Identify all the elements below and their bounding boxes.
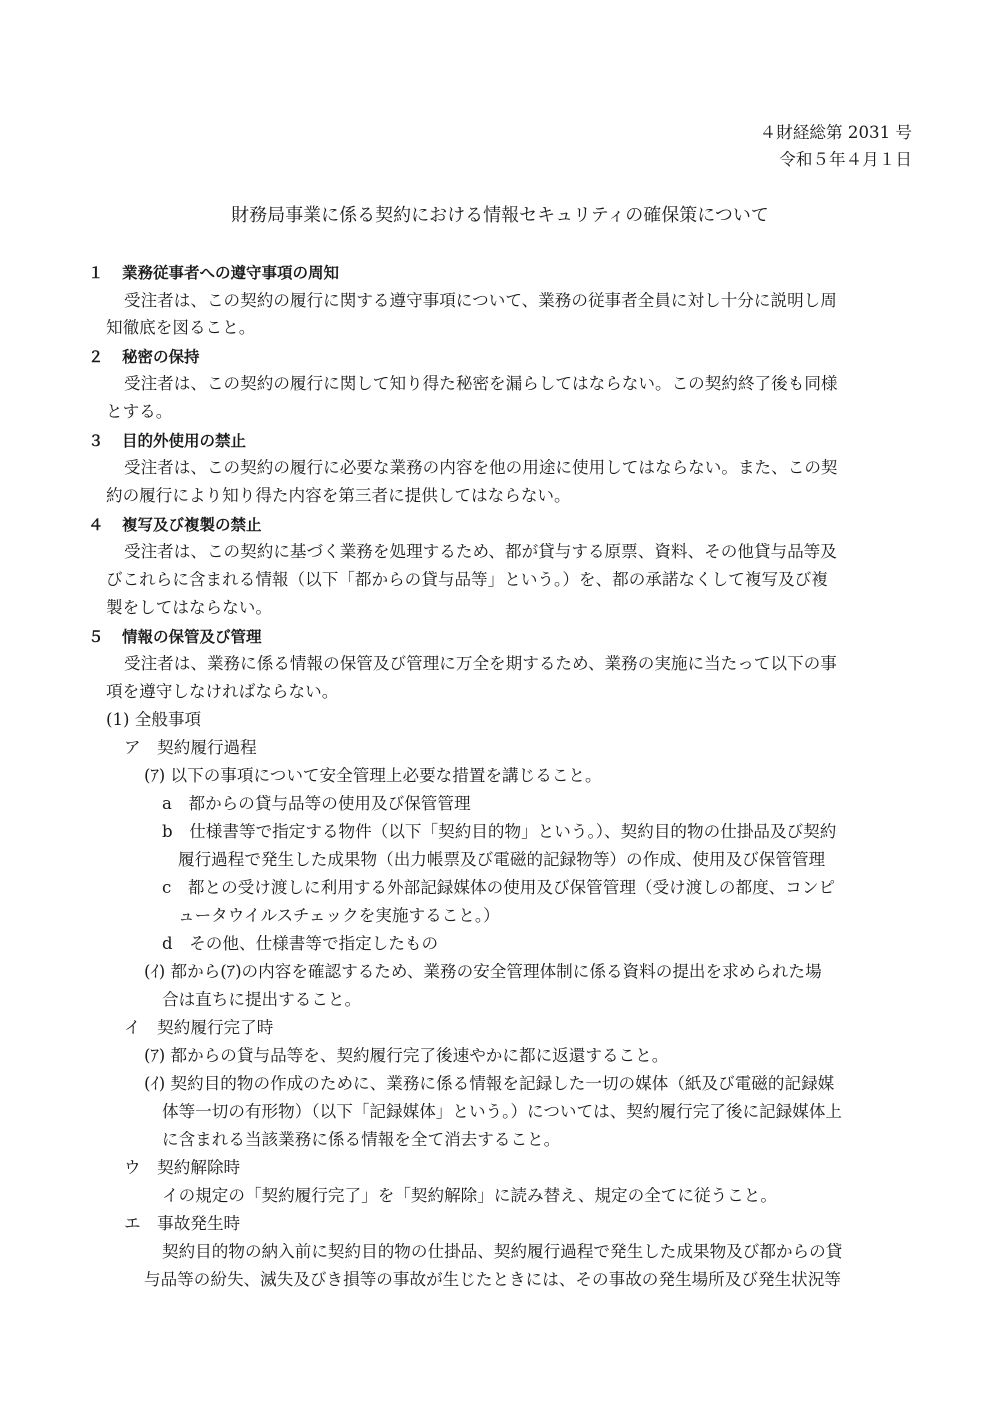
list-item-continuation: 履行過程で発生した成果物（出力帳票及び電磁的記録物等）の作成、使用及び保管管理 [178, 850, 826, 869]
document-number: ４財経総第 2031 号 [759, 123, 912, 142]
list-item: c 都との受け渡しに利用する外部記録媒体の使用及び保管管理（受け渡しの都度、コンピ [162, 878, 836, 897]
document-title: 財務局事業に係る契約における情報セキュリティの確保策について [231, 205, 769, 226]
item-heading: エ 事故発生時 [124, 1214, 241, 1233]
item-heading: イ 契約履行完了時 [124, 1018, 274, 1037]
paragraph-line: とする。 [106, 402, 173, 421]
paragraph-line: 受注者は、この契約に基づく業務を処理するため、都が貸与する原票、資料、その他貸与品等及 [124, 542, 837, 561]
paragraph-line: 知徹底を図ること。 [106, 318, 256, 337]
list-item: (ｱ) 都からの貸与品等を、契約履行完了後速やかに都に返還すること。 [144, 1046, 669, 1065]
paragraph-line: 契約目的物の納入前に契約目的物の仕掛品、契約履行過程で発生した成果物及び都からの貸 [162, 1242, 843, 1261]
paragraph-line: 受注者は、この契約の履行に関する遵守事項について、業務の従事者全員に対し十分に説明し周 [124, 291, 837, 310]
section-number: １ [88, 264, 104, 282]
paragraph-line: イの規定の「契約履行完了」を「契約解除」に読み替え、規定の全てに従うこと。 [162, 1186, 777, 1205]
section-title: 業務従事者への遵守事項の周知 [122, 264, 340, 282]
list-item: d その他、仕様書等で指定したもの [162, 934, 439, 953]
list-item: (ｲ) 契約目的物の作成のために、業務に係る情報を記録した一切の媒体（紙及び電磁的記録媒 [144, 1074, 835, 1093]
list-item-continuation: ュータウイルスチェックを実施すること。） [178, 906, 500, 925]
section-number: ３ [88, 432, 104, 450]
list-item-continuation: に含まれる当該業務に係る情報を全て消去すること。 [162, 1130, 561, 1149]
paragraph-line: 項を遵守しなければならない。 [106, 682, 339, 701]
list-item: (ｱ) 以下の事項について安全管理上必要な措置を講じること。 [144, 766, 602, 785]
section-title: 情報の保管及び管理 [122, 628, 262, 646]
paragraph-line: 受注者は、この契約の履行に関して知り得た秘密を漏らしてはならない。この契約終了後も同様 [124, 374, 838, 393]
section-title: 複写及び複製の禁止 [122, 516, 262, 534]
subsection-heading: (1) 全般事項 [106, 710, 202, 729]
paragraph-line: 製をしてはならない。 [106, 598, 272, 617]
document-date: 令和５年４月１日 [779, 150, 912, 169]
paragraph-line: 与品等の紛失、滅失及びき損等の事故が生じたときには、その事故の発生場所及び発生状況等 [144, 1270, 841, 1289]
section-number: ２ [88, 348, 104, 366]
list-item-continuation: 体等一切の有形物）（以下「記録媒体」という。）については、契約履行完了後に記録媒体上 [162, 1102, 843, 1121]
paragraph-line: びこれらに含まれる情報（以下「都からの貸与品等」という。）を、都の承諾なくして複写及び複 [106, 570, 828, 589]
paragraph-line: 約の履行により知り得た内容を第三者に提供してはならない。 [106, 486, 571, 505]
item-heading: ウ 契約解除時 [124, 1158, 241, 1177]
list-item: b 仕様書等で指定する物件（以下「契約目的物」という。）、契約目的物の仕掛品及び契約 [162, 822, 837, 841]
section-title: 秘密の保持 [122, 348, 200, 366]
list-item: (ｲ) 都から(ｱ)の内容を確認するため、業務の安全管理体制に係る資料の提出を求められた場 [144, 962, 822, 981]
list-item-continuation: 合は直ちに提出すること。 [162, 990, 362, 1009]
paragraph-line: 受注者は、この契約の履行に必要な業務の内容を他の用途に使用してはならない。また、この契 [124, 458, 838, 477]
list-item: a 都からの貸与品等の使用及び保管管理 [162, 794, 471, 813]
item-heading: ア 契約履行過程 [124, 738, 257, 757]
section-title: 目的外使用の禁止 [122, 432, 247, 450]
section-number: ５ [88, 628, 104, 646]
paragraph-line: 受注者は、業務に係る情報の保管及び管理に万全を期するため、業務の実施に当たって以下の事 [124, 654, 837, 673]
section-number: ４ [88, 516, 104, 534]
